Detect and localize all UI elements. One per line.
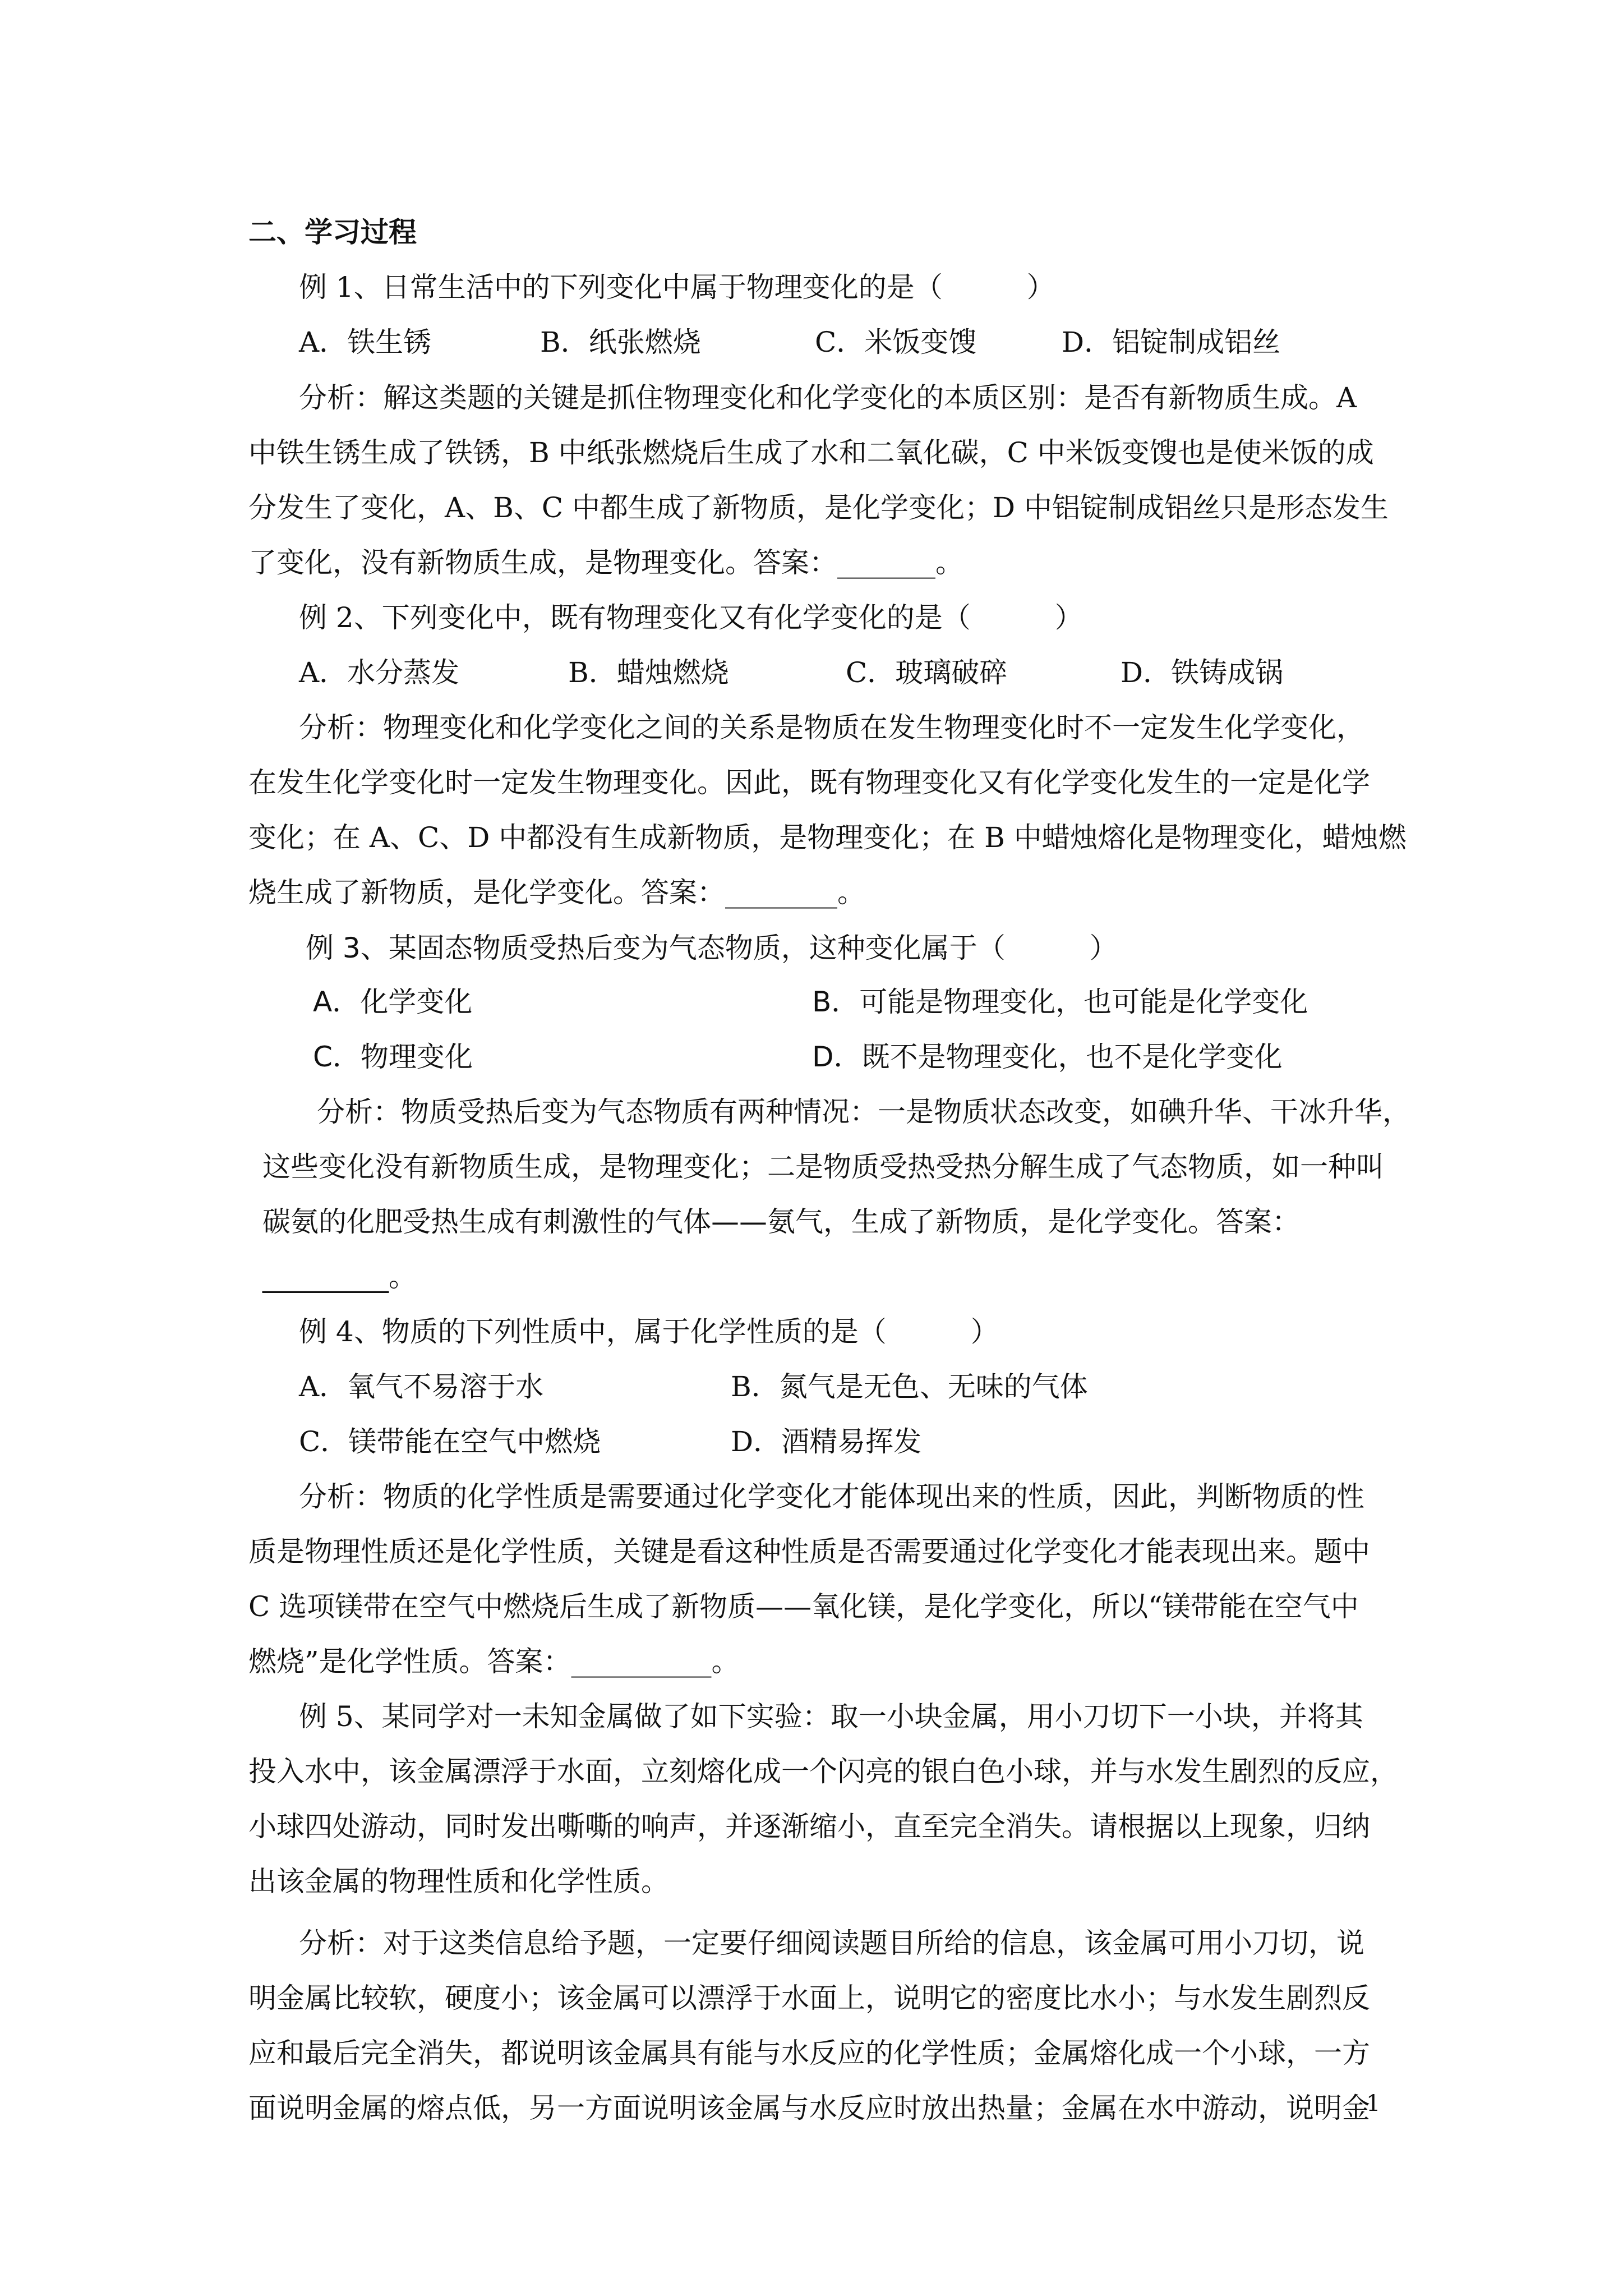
ex5-question-line: 例 5、某同学对一未知金属做了如下实验：取一小块金属，用小刀切下一小块，并将其 [299, 1700, 1363, 1733]
ex4-option-d: D．酒精易挥发 [731, 1425, 922, 1458]
ex4-option-c: C．镁带能在空气中燃烧 [299, 1425, 601, 1458]
ex2-option-a: A．水分蒸发 [299, 656, 460, 689]
ex1-analysis-line: 分发生了变化，A、B、C 中都生成了新物质，是化学变化；D 中铝锭制成铝丝只是形态发生 [248, 491, 1389, 524]
ex5-question-line: 小球四处游动，同时发出嘶嘶的响声，并逐渐缩小，直至完全消失。请根据以上现象，归纳 [248, 1810, 1370, 1843]
ex3-analysis-line: 这些变化没有新物质生成，是物理变化；二是物质受热受热分解生成了气态物质，如一种叫 [262, 1151, 1384, 1183]
ex1-option-b: B．纸张燃烧 [540, 326, 701, 358]
ex3-option-d: D．既不是物理变化，也不是化学变化 [812, 1041, 1283, 1073]
ex2-option-d: D．铁铸成锅 [1121, 656, 1284, 689]
ex5-analysis-line: 应和最后完全消失，都说明该金属具有能与水反应的化学性质；金属熔化成一个小球，一方 [248, 2037, 1370, 2069]
ex3-option-a: A．化学变化 [313, 986, 473, 1018]
ex5-analysis-line: 面说明金属的熔点低，另一方面说明该金属与水反应时放出热量；金属在水中游动，说明金 [248, 2092, 1370, 2124]
ex5-question-line: 出该金属的物理性质和化学性质。 [248, 1865, 669, 1898]
ex3-analysis-line: 分析：物质受热后变为气态物质有两种情况：一是物质状态改变，如碘升华、干冰升华， [317, 1096, 1410, 1128]
ex4-analysis-line: 分析：物质的化学性质是需要通过化学变化才能体现出来的性质，因此，判断物质的性 [299, 1480, 1364, 1513]
ex2-question: 例 2、下列变化中，既有物理变化又有化学变化的是（ ） [299, 601, 1083, 634]
ex5-analysis-line: 分析：对于这类信息给予题，一定要仔细阅读题目所给的信息，该金属可用小刀切，说 [299, 1927, 1364, 1959]
ex2-option-c: C．玻璃破碎 [846, 656, 1008, 689]
ex5-question-line: 投入水中，该金属漂浮于水面，立刻熔化成一个闪亮的银白色小球，并与水发生剧烈的反应， [248, 1755, 1398, 1788]
ex2-analysis-line: 烧生成了新物质，是化学变化。答案：________。 [248, 876, 865, 909]
ex5-analysis-line: 明金属比较软，硬度小；该金属可以漂浮于水面上，说明它的密度比水小；与水发生剧烈反 [248, 1982, 1370, 2014]
ex1-option-d: D．铝锭制成铝丝 [1062, 326, 1281, 358]
ex3-question: 例 3、某固态物质受热后变为气态物质，这种变化属于（ ） [306, 932, 1118, 964]
ex4-option-b: B．氮气是无色、无味的气体 [731, 1370, 1088, 1403]
ex4-option-a: A．氧气不易溶于水 [299, 1370, 544, 1403]
ex3-option-b: B．可能是物理变化，也可能是化学变化 [812, 986, 1308, 1018]
ex2-analysis-line: 变化；在 A、C、D 中都没有生成新物质，是物理变化；在 B 中蜡烛熔化是物理变化，蜡烛燃 [248, 821, 1407, 854]
ex2-analysis-line: 在发生化学变化时一定发生物理变化。因此，既有物理变化又有化学变化发生的一定是化学 [248, 766, 1370, 799]
section-heading: 二、学习过程 [248, 215, 417, 249]
ex3-option-c: C．物理变化 [313, 1041, 473, 1073]
ex1-analysis-line: 了变化，没有新物质生成，是物理变化。答案：_______。 [248, 546, 963, 579]
ex1-analysis-line: 分析：解这类题的关键是抓住物理变化和化学变化的本质区别：是否有新物质生成。A [299, 381, 1357, 414]
ex2-option-b: B．蜡烛燃烧 [568, 656, 729, 689]
ex1-question: 例 1、日常生活中的下列变化中属于物理变化的是（ ） [299, 271, 1055, 303]
ex4-analysis-line: C 选项镁带在空气中燃烧后生成了新物质——氧化镁，是化学变化，所以“镁带能在空气中 [248, 1590, 1359, 1623]
ex1-option-a: A．铁生锈 [299, 326, 432, 358]
ex2-analysis-line: 分析：物理变化和化学变化之间的关系是物质在发生物理变化时不一定发生化学变化， [299, 711, 1364, 744]
ex3-analysis-line: 碳氨的化肥受热生成有刺激性的气体——氨气，生成了新物质，是化学变化。答案： [262, 1205, 1300, 1238]
ex1-analysis-line: 中铁生锈生成了铁锈，B 中纸张燃烧后生成了水和二氧化碳，C 中米饭变馊也是使米饭的成 [248, 436, 1374, 469]
ex4-question: 例 4、物质的下列性质中，属于化学性质的是（ ） [299, 1315, 999, 1348]
ex1-option-c: C．米饭变馊 [815, 326, 977, 358]
ex3-analysis-line: _________。 [262, 1260, 417, 1293]
ex4-analysis-line: 燃烧”是化学性质。答案：__________。 [248, 1645, 740, 1678]
ex4-analysis-line: 质是物理性质还是化学性质，关键是看这种性质是否需要通过化学变化才能表现出来。题中 [248, 1535, 1370, 1568]
page-number: 1 [1366, 2091, 1381, 2116]
